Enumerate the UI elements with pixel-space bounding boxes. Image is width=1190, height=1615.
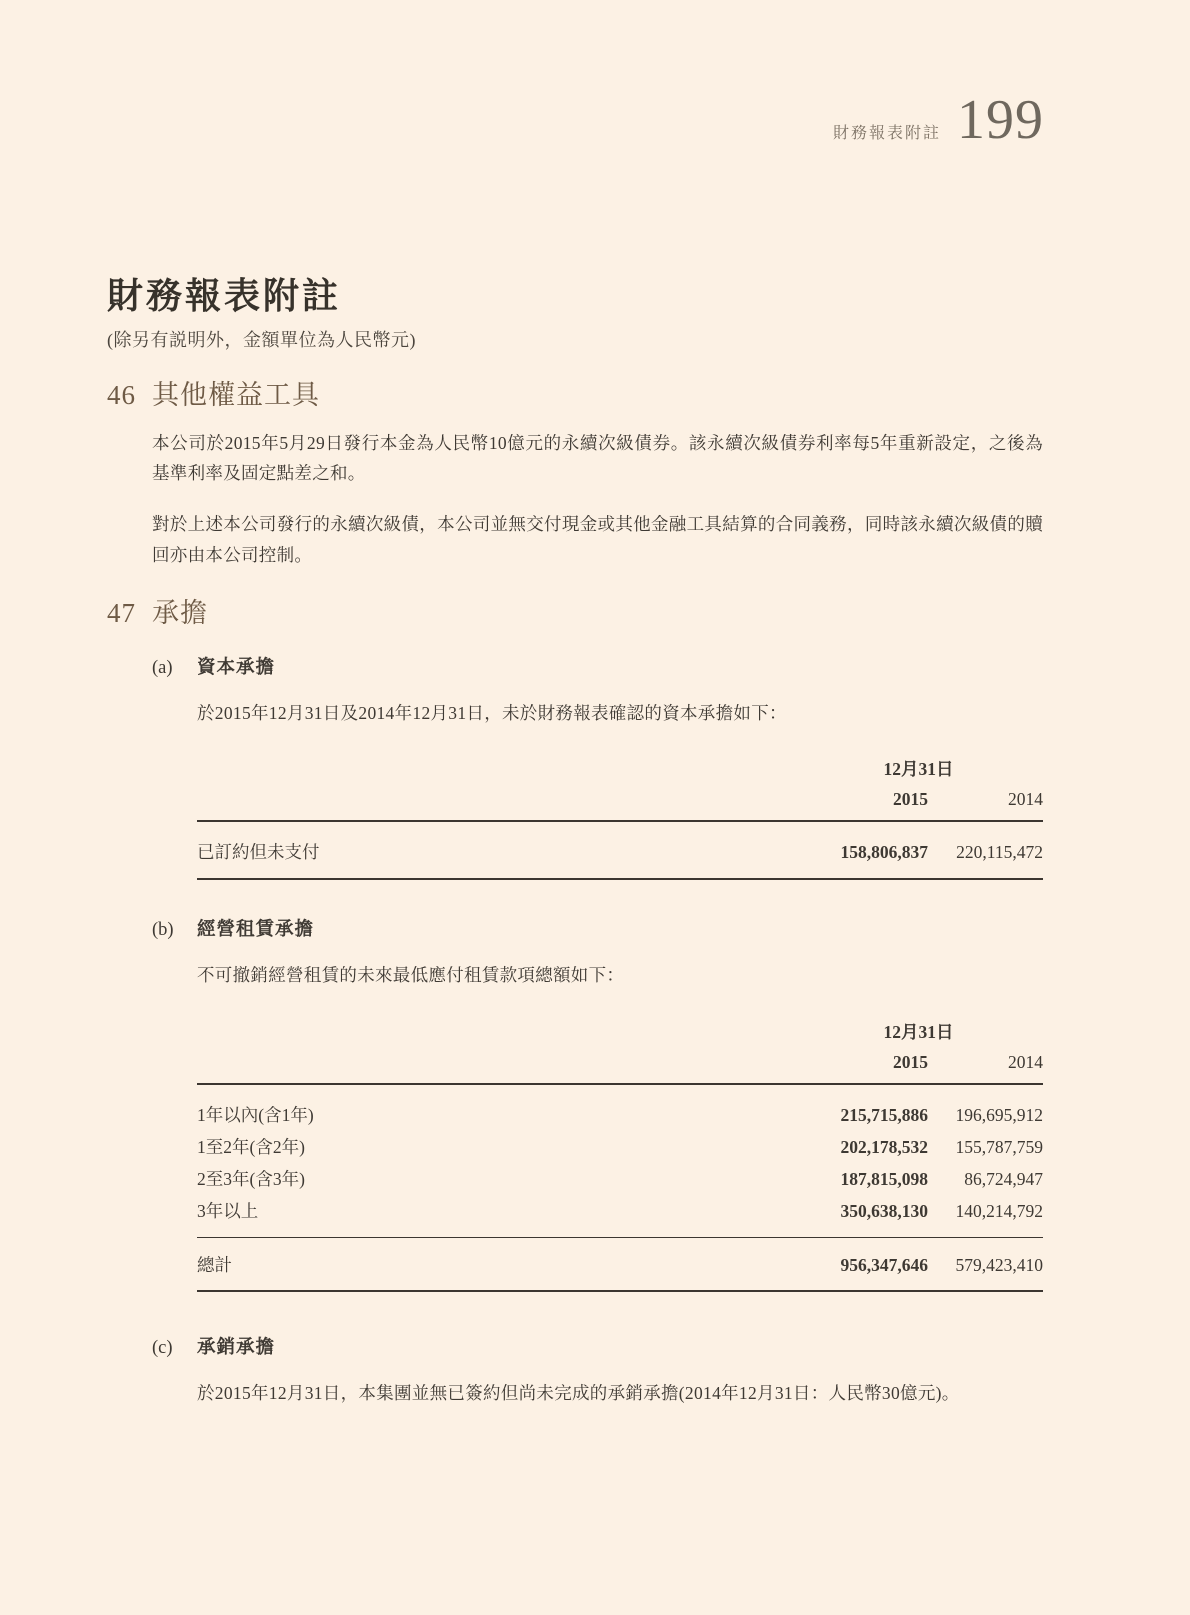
table-a-year-header-row bbox=[197, 784, 1043, 820]
subsection-a-title: 資本承擔 bbox=[197, 657, 276, 678]
section-46-title: 其他權益工具 bbox=[152, 380, 320, 411]
table-b-row-2014-value: 155,787,759 bbox=[955, 1137, 1043, 1158]
table-b-date-header-row bbox=[197, 1017, 1043, 1047]
table-b-col-2014: 2014 bbox=[1008, 1052, 1043, 1073]
table-row bbox=[197, 1195, 1043, 1237]
section-47-heading bbox=[107, 597, 1043, 629]
subsection-b-label: (b) bbox=[152, 920, 174, 941]
table-b-year-header-row bbox=[197, 1047, 1043, 1083]
section-47-number: 47 bbox=[107, 598, 136, 629]
section-47-title: 承擔 bbox=[152, 598, 208, 629]
table-b-row-2014-value: 140,214,792 bbox=[955, 1201, 1043, 1222]
table-b-total-2014-value: 579,423,410 bbox=[955, 1255, 1043, 1276]
table-b-row-2014-value: 86,724,947 bbox=[964, 1169, 1043, 1190]
subsection-c-heading bbox=[152, 1336, 1043, 1360]
table-b-bottom-rule bbox=[197, 1290, 1043, 1292]
section-46-paragraph-2: 對於上述本公司發行的永續次級債，本公司並無交付現金或其他金融工具結算的合同義務，同時該永續次級債的贖回亦由本公司控制。 bbox=[152, 514, 1043, 565]
table-a-bottom-rule bbox=[197, 878, 1043, 880]
table-b-row-label: 2至3年(含3年) bbox=[197, 1169, 305, 1190]
table-a-col-2015: 2015 bbox=[893, 789, 928, 810]
table-a-row-label: 已訂約但未支付 bbox=[197, 842, 320, 863]
subsection-b-heading bbox=[152, 918, 1043, 942]
operating-lease-table bbox=[197, 1017, 1043, 1292]
page-number: 199 bbox=[957, 89, 1044, 151]
table-row bbox=[197, 822, 1043, 878]
table-b-total-2015-value: 956,347,646 bbox=[840, 1255, 928, 1276]
section-46-number: 46 bbox=[107, 380, 136, 411]
capital-commitments-table bbox=[197, 754, 1043, 880]
table-a-row-2014-value: 220,115,472 bbox=[956, 842, 1043, 863]
page-subtitle: (除另有説明外，金額單位為人民幣元) bbox=[107, 330, 416, 351]
table-b-row-label: 3年以上 bbox=[197, 1201, 259, 1222]
subsection-c-title: 承銷承擔 bbox=[197, 1338, 276, 1359]
content-column bbox=[107, 276, 1043, 1409]
table-b-col-2015: 2015 bbox=[893, 1052, 928, 1073]
table-a-date-header-row bbox=[197, 754, 1043, 784]
table-b-row-2014-value: 196,695,912 bbox=[955, 1105, 1043, 1126]
subsection-b-title: 經營租賃承擔 bbox=[197, 920, 315, 941]
table-b-row-label: 1年以內(含1年) bbox=[197, 1105, 314, 1126]
table-row bbox=[197, 1131, 1043, 1163]
table-row bbox=[197, 1085, 1043, 1131]
table-total-row bbox=[197, 1238, 1043, 1290]
table-a-row-2015-value: 158,806,837 bbox=[840, 842, 928, 863]
page-title: 財務報表附註 bbox=[107, 276, 342, 316]
subsection-c-text: 於2015年12月31日，本集團並無已簽約但尚未完成的承銷承擔(2014年12月31日：人民幣30億元)。 bbox=[197, 1383, 960, 1404]
section-46-heading bbox=[107, 379, 1043, 411]
table-b-date-header: 12月31日 bbox=[883, 1022, 954, 1043]
subsection-b-intro: 不可撤銷經營租賃的未來最低應付租賃款項總額如下： bbox=[197, 965, 625, 986]
running-head-label: 財務報表附註 bbox=[832, 125, 941, 142]
table-b-row-2015-value: 215,715,886 bbox=[840, 1105, 928, 1126]
subsection-a-label: (a) bbox=[152, 657, 173, 678]
table-b-row-2015-value: 202,178,532 bbox=[840, 1137, 928, 1158]
subsection-a-heading bbox=[152, 656, 1043, 680]
table-a-col-2014: 2014 bbox=[1008, 789, 1043, 810]
section-46-paragraph-1: 本公司於2015年5月29日發行本金為人民幣10億元的永續次級債券。該永續次級債券利率每5年重新設定，之後為基準利率及固定點差之和。 bbox=[152, 432, 1043, 484]
table-a-date-header: 12月31日 bbox=[883, 759, 954, 780]
table-b-row-2015-value: 350,638,130 bbox=[840, 1201, 928, 1222]
table-row bbox=[197, 1163, 1043, 1195]
table-b-total-label: 總計 bbox=[197, 1255, 232, 1276]
page-header bbox=[832, 89, 1044, 151]
table-b-row-2015-value: 187,815,098 bbox=[840, 1169, 928, 1190]
subsection-a-intro: 於2015年12月31日及2014年12月31日，未於財務報表確認的資本承擔如下： bbox=[197, 702, 787, 723]
table-b-row-label: 1至2年(含2年) bbox=[197, 1137, 305, 1158]
subsection-c-label: (c) bbox=[152, 1338, 173, 1359]
